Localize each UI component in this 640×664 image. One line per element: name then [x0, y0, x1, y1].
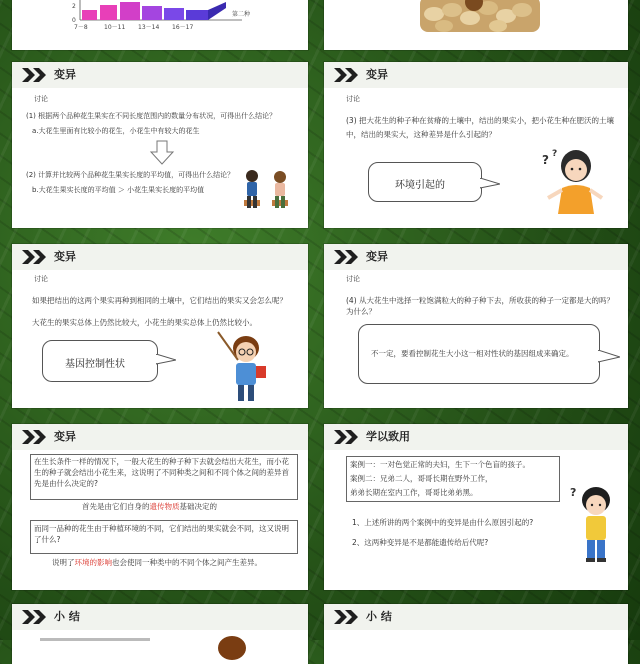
double-chevron-icon — [22, 250, 48, 264]
answer-line-1: 首先是由它们自身的遗传物质基础决定的 — [82, 502, 217, 511]
answer-line-2: 说明了环境的影响也会使同一种类中的不同个体之间产生差异。 — [52, 558, 262, 567]
case-2-line-1: 案例二：兄弟二人，哥哥长期在野外工作， — [350, 474, 493, 483]
slide-title: 变异 — [54, 430, 76, 443]
slide-header — [324, 62, 628, 88]
double-chevron-icon — [334, 68, 360, 82]
peanuts-image — [324, 0, 628, 50]
slide-header — [324, 244, 628, 270]
chart-bar-2 — [100, 5, 117, 20]
svg-text:?: ? — [552, 149, 558, 159]
slide-chart-partial — [12, 0, 308, 50]
chart-bar-4 — [142, 6, 162, 20]
highlight-environment: 环境的影响 — [74, 558, 112, 567]
slide-title: 小 结 — [54, 610, 80, 623]
answer-b: b.大花生果实长度的平均值 ＞ 小花生果实长度的平均值 — [32, 186, 205, 194]
case-2-line-2: 弟弟长期在室内工作，哥哥比弟弟黑。 — [350, 488, 478, 497]
slide-gene-control — [12, 244, 308, 408]
slide-application — [324, 424, 628, 590]
cases-box — [346, 456, 560, 502]
girl-thinking-illustration — [536, 142, 606, 222]
discuss-label: 讨论 — [346, 275, 360, 283]
slide-title: 变异 — [366, 250, 388, 263]
highlight-genetic-material: 遗传物质 — [149, 502, 180, 511]
slide-peanut-photo-partial — [324, 0, 628, 50]
slide-header — [12, 424, 308, 450]
question-box-2 — [30, 520, 298, 554]
y-tick-0: 0 — [72, 17, 76, 24]
question-1: (1) 根据两个品种花生果实在不同长度范围内的数量分布状况，可得出什么结论？ — [26, 112, 277, 120]
slide-header — [12, 604, 308, 630]
question-box-1 — [30, 454, 298, 500]
slide-summary-left — [12, 604, 308, 664]
teacher-with-pointer-illustration — [212, 330, 282, 404]
chart-bar-6 — [186, 10, 208, 20]
slide-variation-explanation — [12, 424, 308, 590]
question-3: (3) 把大花生的种子种在贫瘠的土壤中，结出的果实小，把小花生种在肥沃的土壤中，结出的果实大，这种差异是什么引起的？ — [346, 116, 615, 140]
double-chevron-icon — [22, 68, 48, 82]
discuss-label: 讨论 — [346, 95, 360, 103]
peanut-length-chart — [12, 0, 308, 50]
chart-bar-7 — [208, 2, 226, 20]
double-chevron-icon — [22, 610, 48, 624]
slide-header — [324, 424, 628, 450]
answer-bubble — [368, 162, 482, 202]
result: 大花生的果实总体上仍然比较大，小花生的果实总体上仍然比较小。 — [32, 318, 257, 327]
x-tick-2: 10－11 — [104, 24, 126, 31]
slide-title: 变异 — [54, 68, 76, 81]
slide-variation-discussion-4 — [324, 244, 628, 408]
svg-text:?: ? — [542, 153, 549, 167]
question-4: (4) 从大花生中选择一粒饱满粒大的种子种下去，所收获的种子一定都是大的吗？为什么？ — [346, 296, 615, 316]
x-tick-3: 13－14 — [138, 24, 160, 31]
case-1: 案例一：一对色觉正常的夫妇，生下一个色盲的孩子。 — [350, 460, 530, 469]
chart-bar-5 — [164, 8, 184, 20]
answer-text: 环境引起的 — [395, 180, 445, 191]
x-tick-4: 16－17 — [172, 24, 194, 31]
slide-header — [324, 604, 628, 630]
double-chevron-icon — [334, 610, 360, 624]
slide-header — [12, 62, 308, 88]
discuss-label: 讨论 — [34, 95, 48, 103]
x-tick-1: 7－8 — [74, 24, 88, 31]
down-arrow-icon — [149, 140, 175, 166]
slide-title: 学以致用 — [366, 430, 410, 443]
question: 如果把结出的这两个果实再种到相同的土壤中，它们结出的果实又会怎么呢？ — [32, 296, 287, 305]
bubble-tail — [598, 350, 620, 364]
y-tick-2: 2 — [72, 3, 76, 10]
bubble-tail — [156, 354, 176, 366]
double-chevron-icon — [334, 250, 360, 264]
slide-title: 变异 — [366, 68, 388, 81]
slide-summary-right — [324, 604, 628, 664]
answer-bubble — [358, 324, 600, 384]
character-head-illustration — [212, 630, 252, 660]
question-1: 1、上述所讲的两个案例中的变异是由什么原因引起的? — [352, 518, 534, 527]
paragraph-1: 在生长条件一样的情况下，一般大花生的种子种下去就会结出大花生，而小花生的种子就会结出小花生来，这说明了不同种类之间和不同个体之间的差异首先是由什么决定的? — [34, 457, 289, 488]
slide-header — [12, 244, 308, 270]
paragraph-3: 而同一品种的花生由于种植环境的不同，它们结出的果实就会不同，这又说明了什么? — [34, 524, 289, 544]
slide-title: 小 结 — [366, 610, 392, 623]
slide-variation-discussion-3 — [324, 62, 628, 228]
two-people-talking-illustration — [238, 166, 294, 212]
svg-text:?: ? — [570, 486, 577, 499]
answer-text: 基因控制性状 — [65, 359, 125, 370]
answer-a: a.大花生里面有比较小的花生，小花生中有较大的花生 — [32, 127, 200, 135]
slide-variation-discussion-1 — [12, 62, 308, 228]
double-chevron-icon — [22, 430, 48, 444]
answer-bubble — [42, 340, 158, 382]
question-2: 2、这两种变异是不是都能遗传给后代呢? — [352, 538, 489, 547]
double-chevron-icon — [334, 430, 360, 444]
discuss-label: 讨论 — [34, 275, 48, 283]
slide-title: 变异 — [54, 250, 76, 263]
answer-text: 不一定，要看控制花生大小这一相对性状的基因组成来确定。 — [371, 349, 574, 358]
series-label: 第二种 — [232, 11, 251, 18]
chart-bar-3 — [120, 2, 140, 20]
question-2: (2) 计算并比较两个品种花生果实长度的平均值，可得出什么结论？ — [26, 171, 235, 179]
bubble-tail — [480, 178, 500, 190]
chart-bar-1 — [82, 10, 97, 20]
boy-thinking-illustration — [568, 478, 622, 572]
